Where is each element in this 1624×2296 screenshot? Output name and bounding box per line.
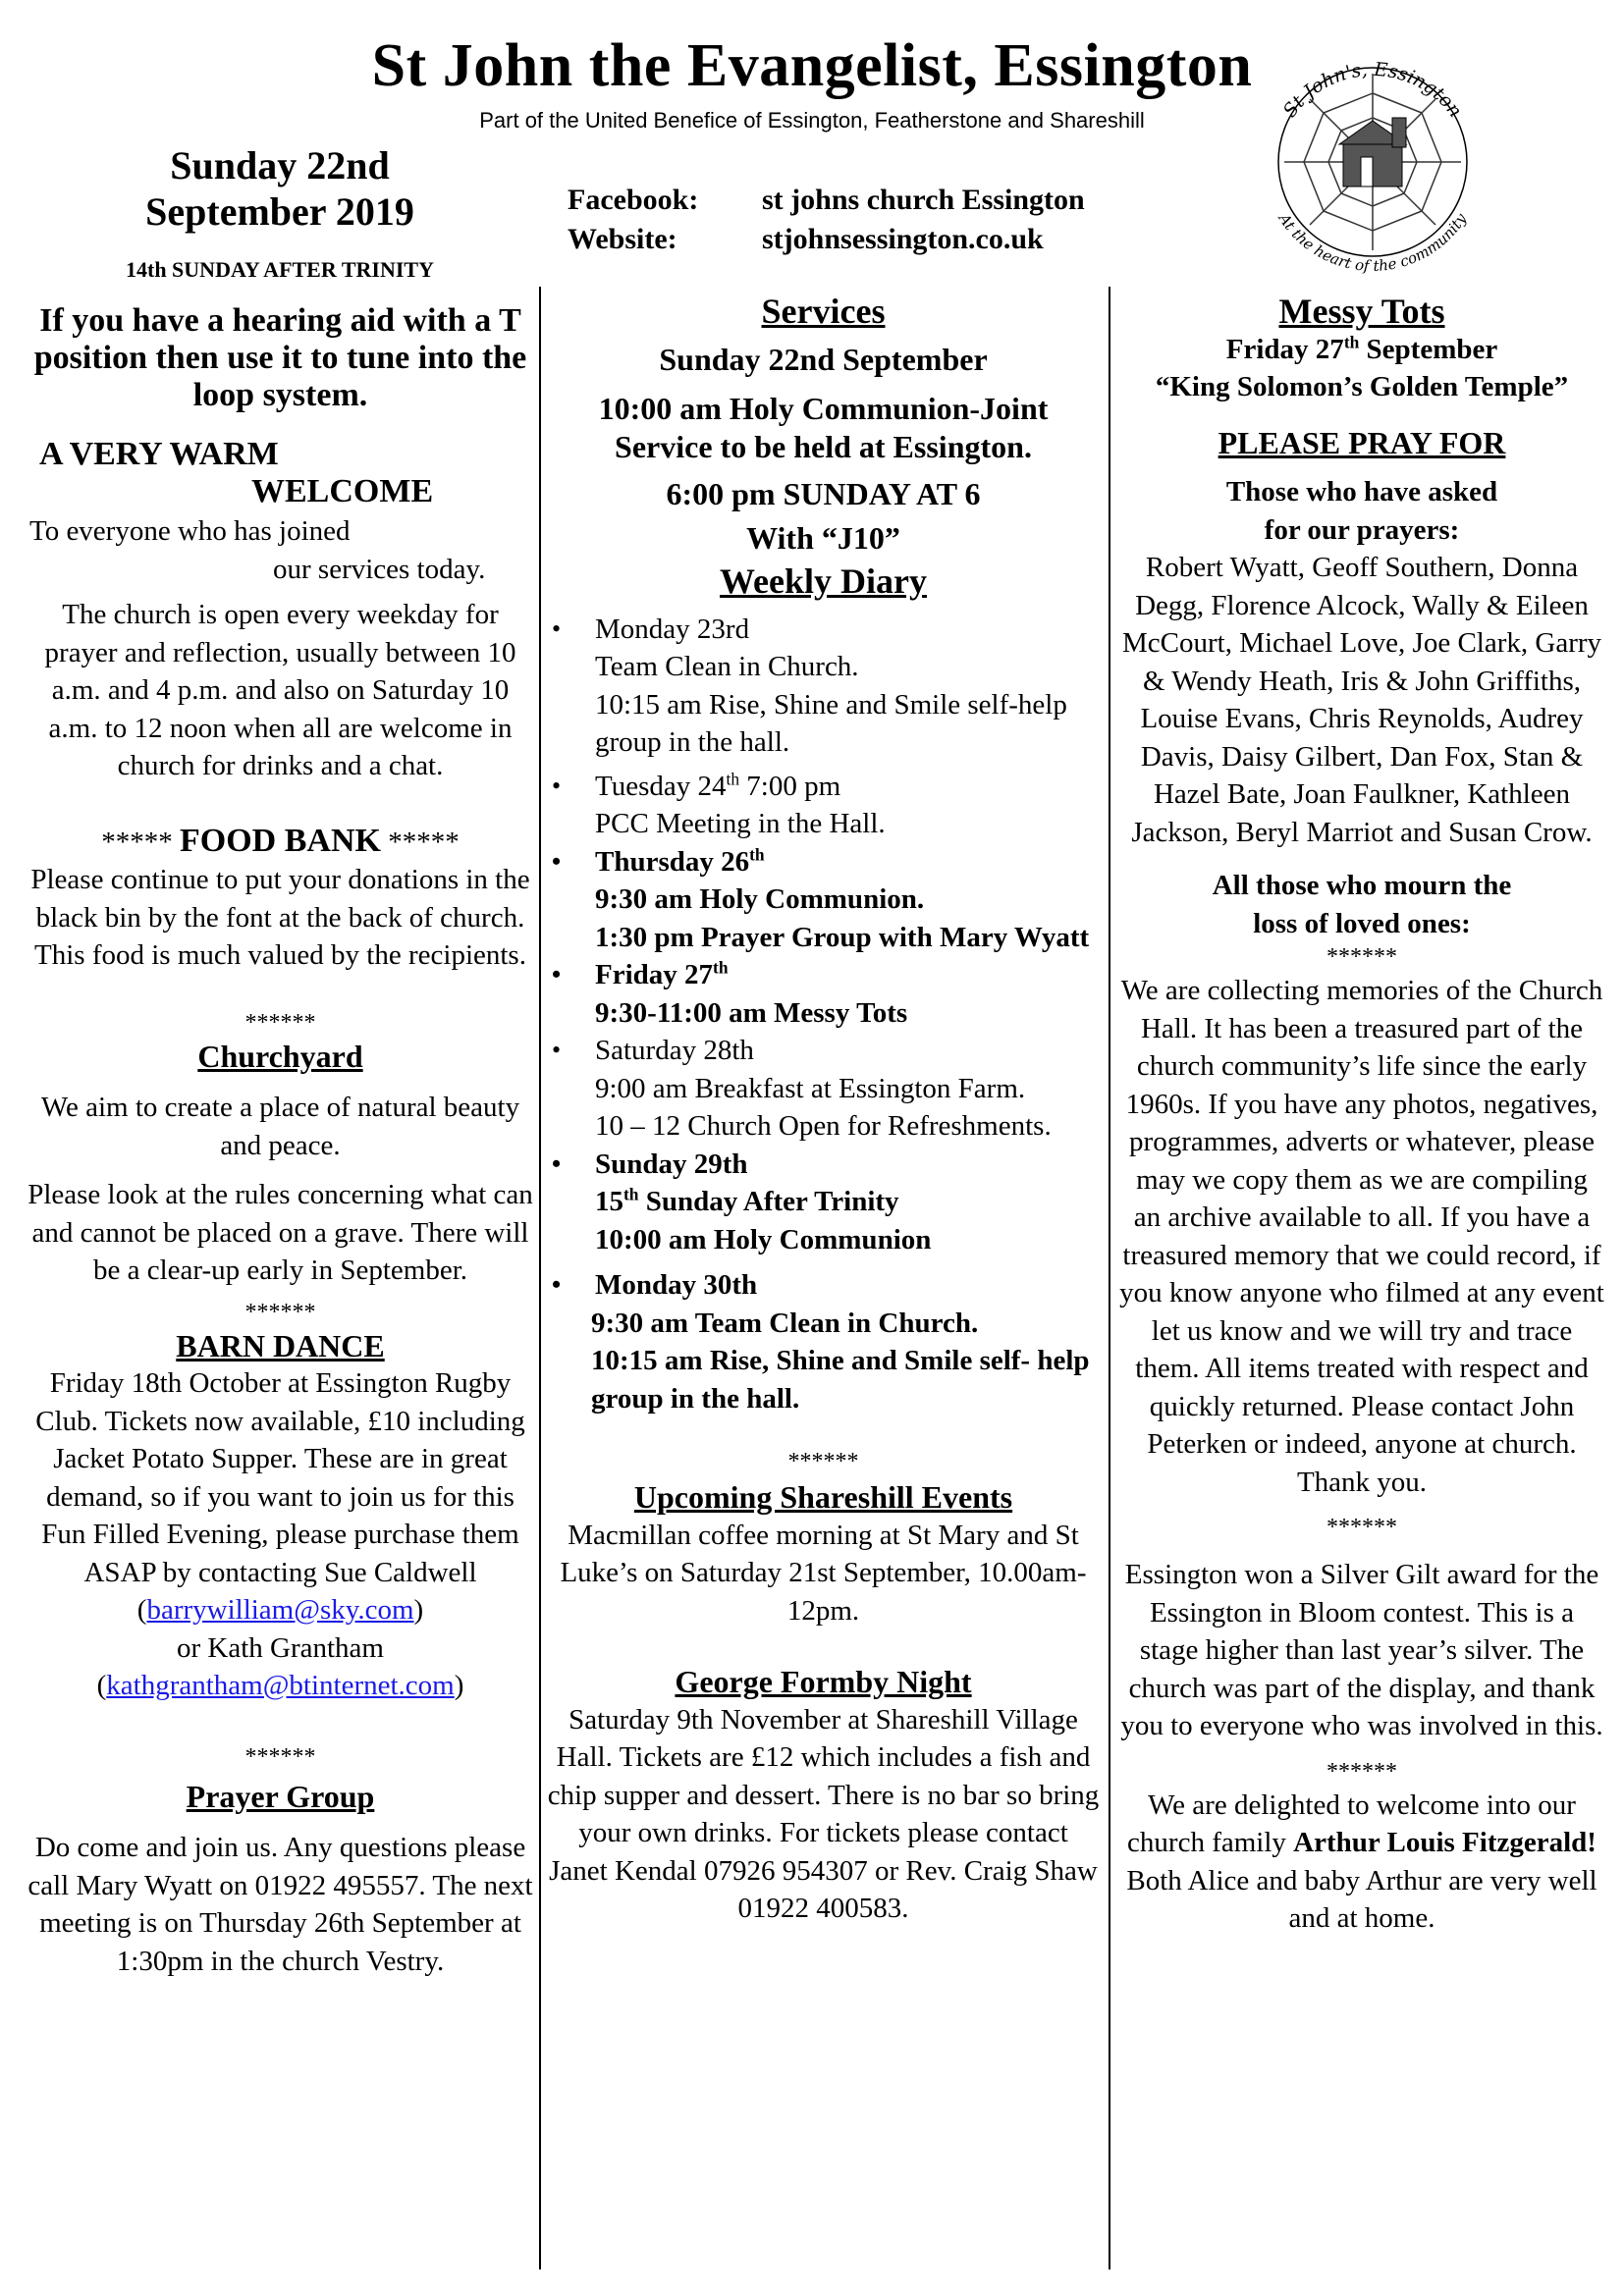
diary-day: Tuesday 24th 7:00 pm (595, 768, 841, 802)
diary-item (546, 1146, 1101, 1259)
bullet: • (552, 614, 562, 643)
messy-tots-theme: “King Solomon’s Golden Temple” (1155, 371, 1569, 402)
messy-tots-title: Messy Tots (1278, 292, 1445, 331)
barn-dance-text: Friday 18th October at Essington Rugby Club. Tickets now available, £10 including Jacket Potato Supper. These are in great demand, so if you want to join us for this Fun Filled Evening, please purchase them ASAP by contacting Sue Caldwell (35, 1367, 525, 1588)
email-link-kathgrantham[interactable]: kathgrantham@btinternet.com (106, 1670, 455, 1701)
diary-entry: 10 – 12 Church Open for Refreshments. (595, 1110, 1052, 1142)
churchyard-text-1: We aim to create a place of natural beauty and peace. (40, 1092, 520, 1161)
right-column (1119, 287, 1604, 1938)
service-date (93, 142, 466, 235)
prayer-names-list: Robert Wyatt, Geoff Southern, Donna Degg, Florence Alcock, Wally & Eileen McCourt, Michael Love, Joe Clark, Garry & Wendy Heath, Iris & John Griffiths, Louise Evans, Chris Reynolds, Audrey Davis, Daisy Gilbert, Dan Fox, Stan & Hazel Bate, Joan Faulkner, Kathleen Jackson, Beryl Marriot and Susan Crow. (1121, 552, 1602, 848)
column-divider-1 (539, 287, 541, 2269)
prayer-request-heading: Those who have asked for our prayers: (1225, 476, 1498, 546)
facebook-label: Facebook: (568, 184, 699, 216)
diary-entry: 9:00 am Breakfast at Essington Farm. (595, 1072, 1026, 1104)
diary-entry: 9:30 am Team Clean in Church. (591, 1307, 979, 1339)
diary-item (546, 956, 1101, 1032)
baby-name: Arthur Louis Fitzgerald! (1293, 1827, 1597, 1858)
service-j10: With “J10” (746, 519, 900, 556)
diary-day: Monday 23rd (595, 613, 750, 645)
george-formby-text: Saturday 9th November at Shareshill Village Hall. Tickets are £12 which includes a fish and chip supper and dessert. There is no bar so bring your own drinks. For tickets please contact Janet Kendal 07926 954307 or Rev. Craig Shaw 01922 400583. (547, 1703, 1100, 1924)
churchyard-title: Churchyard (197, 1038, 363, 1074)
email-link-barrywilliam[interactable]: barrywilliam@sky.com (146, 1594, 414, 1626)
welcome-text-line2: our services today. (273, 553, 486, 585)
diary-item (546, 843, 1101, 957)
separator-stars: ****** (1326, 1758, 1397, 1785)
service-date-line1: Sunday 22nd (170, 143, 390, 187)
bullet: • (552, 1036, 562, 1064)
services-date: Sunday 22nd September (659, 341, 988, 377)
separator-stars: ****** (787, 1449, 859, 1474)
weekly-diary-list (546, 611, 1101, 1418)
diary-entry: Team Clean in Church. (595, 651, 859, 682)
diary-entry: 15th Sunday After Trinity (595, 1184, 899, 1217)
bullet: • (552, 960, 562, 988)
foodbank-stars-left: ***** (101, 826, 173, 858)
new-member-welcome: We are delighted to welcome into our church family Arthur Louis Fitzgerald! Both Alice and baby Arthur are very well and at home. (1126, 1789, 1597, 1934)
website-label: Website: (568, 223, 677, 255)
shareshill-events-title: Upcoming Shareshill Events (633, 1479, 1013, 1515)
messy-tots-date: Friday 27th September (1225, 331, 1498, 365)
prayer-group-title: Prayer Group (186, 1778, 375, 1814)
diary-day: Sunday 29th (595, 1148, 748, 1180)
hearing-aid-notice: If you have a hearing aid with a T position then use it to tune into the loop system. (33, 302, 527, 413)
bullet: • (552, 846, 562, 876)
services-title: Services (761, 292, 886, 331)
churchyard-text-2: Please look at the rules concerning what can and cannot be placed on a grave. There will be a clear-up early in September. (27, 1179, 533, 1286)
diary-item (546, 611, 1101, 762)
service-date-line2: September 2019 (145, 189, 414, 234)
separator-stars: ****** (244, 1743, 316, 1770)
diary-item (546, 768, 1101, 843)
foodbank-heading (27, 823, 533, 862)
diary-entry: 10:00 am Holy Communion (595, 1223, 932, 1255)
website-value: stjohnsessington.co.uk (762, 223, 1044, 255)
barn-dance-title: BARN DANCE (176, 1327, 385, 1363)
service-sunday-at-6: 6:00 pm SUNDAY AT 6 (666, 476, 981, 511)
george-formby-title: George Formby Night (675, 1664, 972, 1699)
left-column (27, 287, 533, 1980)
facebook-value: st johns church Essington (762, 184, 1085, 216)
barn-dance-email1: (barrywilliam@sky.com) (136, 1594, 424, 1626)
middle-column (546, 287, 1101, 1928)
welcome-text-line1: To everyone who has joined (29, 515, 351, 547)
silver-gilt-award-text: Essington won a Silver Gilt award for the Essington in Bloom contest. This is a stage higher than last year’s silver. The church was part of the display, and thank you to everyone who was involved in this. (1120, 1559, 1603, 1741)
diary-item (546, 1032, 1101, 1146)
foodbank-stars-right: ***** (388, 826, 460, 858)
diary-entry: 10:15 am Rise, Shine and Smile self- help group in the hall. (591, 1345, 1090, 1415)
logo-bottom-text: At the heart of the community (1274, 210, 1471, 275)
prayer-group-text: Do come and join us. Any questions please call Mary Wyatt on 01922 495557. The next meeting is on Thursday 26th September at 1:30pm in the church Vestry. (27, 1832, 533, 1977)
separator-stars: ****** (1326, 1515, 1397, 1540)
barn-dance-email2: (kathgrantham@btinternet.com) (96, 1670, 464, 1701)
church-open-text: The church is open every weekday for prayer and reflection, usually between 10 a.m. and 4 p.m. and also on Saturday 10 a.m. to 12 noon when all are welcome in church for drinks and a chat. (44, 599, 516, 781)
welcome-heading-line1: A VERY WARM (39, 436, 279, 472)
welcome-text (27, 512, 533, 588)
weekly-diary-title: Weekly Diary (720, 561, 927, 601)
bullet: • (552, 1148, 562, 1178)
separator-stars: ****** (1326, 944, 1397, 970)
diary-entry: 1:30 pm Prayer Group with Mary Wyatt (595, 921, 1090, 953)
page-title: St John the Evangelist, Essington (371, 32, 1253, 99)
foodbank-text: Please continue to put your donations in the black bin by the font at the back of church. This food is much valued by the recipients. (30, 864, 530, 971)
foodbank-title: FOOD BANK (180, 822, 381, 859)
diary-entry: 9:30-11:00 am Messy Tots (595, 996, 908, 1029)
church-hall-memories-text: We are collecting memories of the Church Hall. It has been a treasured part of the church community’s life since the early 1960s. If you have any photos, negatives, programmes, adverts or whatever, please may we copy them as we are compiling an archive available to all. If you have a treasured memory that we could record, if you know anyone who filmed at any event let us know and we will try and trace them. All items treated with respect and quickly returned. Please contact John Peterken or indeed, anyone at church. Thank you. (1119, 975, 1604, 1498)
barn-dance-or: or Kath Grantham (177, 1631, 384, 1664)
separator-stars: ****** (244, 1299, 316, 1325)
column-divider-2 (1109, 287, 1110, 2269)
diary-day: Thursday 26th (595, 843, 765, 878)
diary-entry: PCC Meeting in the Hall. (595, 808, 886, 839)
bullet: • (552, 1270, 562, 1299)
separator-stars: ****** (244, 1009, 316, 1036)
liturgical-day: 14th SUNDAY AFTER TRINITY (126, 257, 434, 282)
diary-day: Monday 30th (595, 1269, 758, 1301)
welcome-heading-line2: WELCOME (251, 473, 434, 509)
service-holy-communion: 10:00 am Holy Communion-Joint Service to be held at Essington. (598, 391, 1049, 464)
diary-entry: 10:15 am Rise, Shine and Smile self-help group in the hall. (595, 688, 1067, 758)
contact-block (568, 181, 1085, 259)
welcome-heading (27, 436, 533, 510)
page-subtitle: Part of the United Benefice of Essington, Featherstone and Shareshill (479, 108, 1145, 133)
diary-day: Saturday 28th (595, 1035, 754, 1066)
shareshill-events-text: Macmillan coffee morning at St Mary and St Luke’s on Saturday 21st September, 10.00am- 12pm. (560, 1519, 1087, 1627)
church-logo (1245, 34, 1500, 280)
bullet: • (552, 771, 562, 800)
please-pray-for-title: PLEASE PRAY FOR (1218, 424, 1506, 460)
diary-day: Friday 27th (595, 957, 729, 990)
diary-item (546, 1266, 1101, 1417)
logo-top-text: St John's, Essington (1278, 58, 1467, 122)
diary-entry: 9:30 am Holy Communion. (595, 883, 925, 915)
mourn-heading: All those who mourn the loss of loved ones: (1212, 870, 1512, 939)
